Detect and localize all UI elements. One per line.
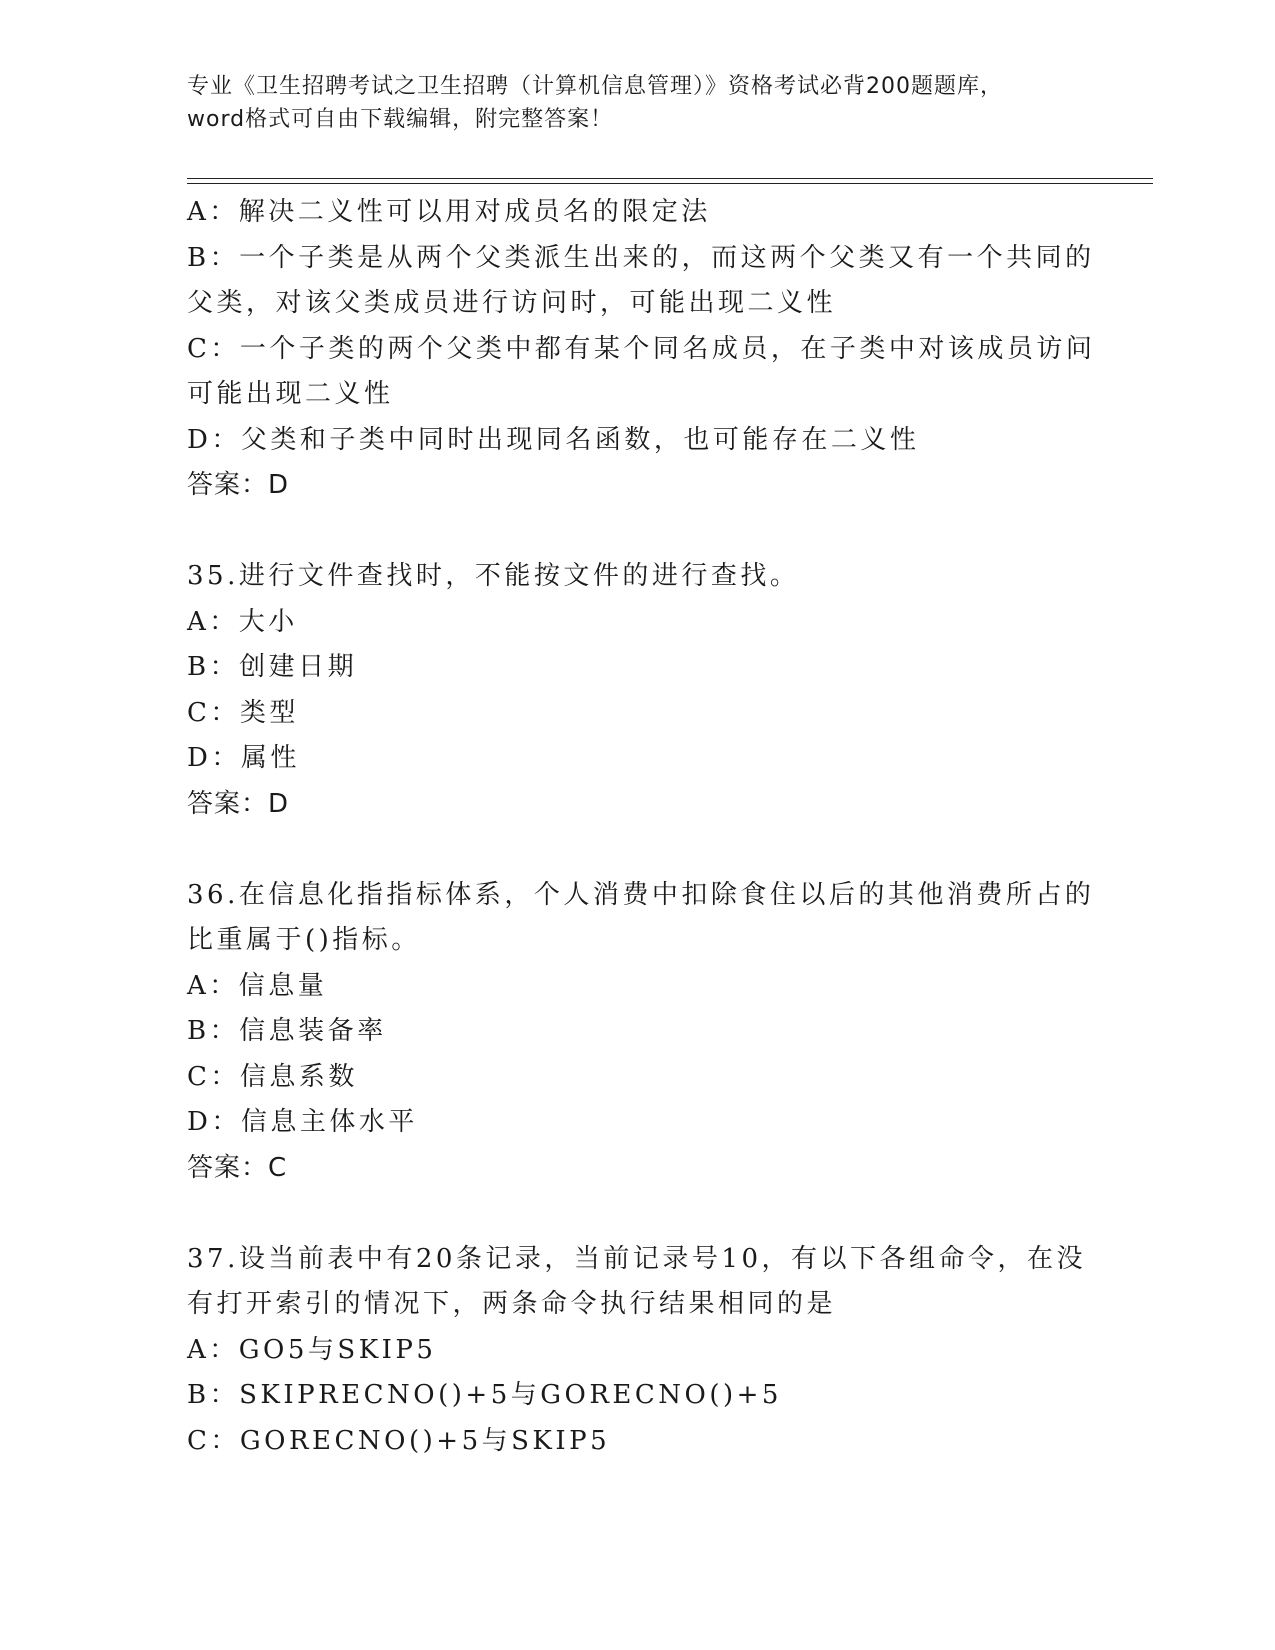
option-line: A：解决二义性可以用对成员名的限定法 [187, 197, 711, 227]
question-stem: 有打开索引的情况下，两条命令执行结果相同的是 [187, 1289, 837, 1319]
header-line-2: word格式可自由下载编辑，附完整答案！ [187, 107, 614, 132]
question-37 [187, 1237, 1087, 1465]
option-d: D：信息主体水平 [187, 1107, 418, 1137]
header-line-1: 专业《卫生招聘考试之卫生招聘（计算机信息管理）》资格考试必背200题题库， [187, 74, 1003, 99]
header-rule-bottom [187, 183, 1153, 184]
option-c: C：信息系数 [187, 1061, 358, 1092]
option-line: D：父类和子类中同时出现同名函数，也可能存在二义性 [187, 424, 920, 455]
option-b: B：SKIPRECNO()+5与GORECNO()+5 [187, 1380, 782, 1410]
spacer [187, 1191, 1087, 1237]
option-c: C：GORECNO()+5与SKIP5 [187, 1425, 611, 1456]
question-stem: 36.在信息化指指标体系，个人消费中扣除食住以后的其他消费所占的 [187, 879, 1095, 910]
question-35 [187, 554, 1087, 827]
question-stem: 37.设当前表中有20条记录，当前记录号10，有以下各组命令，在没 [187, 1243, 1087, 1274]
question-36 [187, 873, 1095, 1192]
answer-line: 答案：D [187, 470, 290, 500]
option-a: A：GO5与SKIP5 [187, 1334, 437, 1365]
option-line: B：一个子类是从两个父类派生出来的，而这两个父类又有一个共同的 [187, 242, 1095, 273]
option-d: D：属性 [187, 743, 300, 773]
option-line: 可能出现二义性 [187, 379, 394, 409]
option-c: C：类型 [187, 697, 299, 728]
spacer [187, 509, 1087, 555]
option-a: A：大小 [187, 606, 298, 637]
question-content [187, 190, 1096, 1464]
question-stem: 比重属于()指标。 [187, 925, 421, 955]
spacer [187, 827, 1087, 873]
question-34-continuation [187, 190, 1096, 509]
option-line: C：一个子类的两个父类中都有某个同名成员，在子类中对该成员访问 [187, 333, 1096, 364]
document-header [187, 70, 1087, 136]
option-b: B：创建日期 [187, 652, 358, 682]
answer-line: 答案：D [187, 788, 290, 819]
answer-line: 答案：C [187, 1152, 288, 1183]
option-a: A：信息量 [187, 970, 328, 1001]
option-line: 父类，对该父类成员进行访问时，可能出现二义性 [187, 288, 837, 318]
question-stem: 35.进行文件查找时，不能按文件的进行查找。 [187, 561, 800, 591]
option-b: B：信息装备率 [187, 1016, 387, 1046]
header-rule-top [187, 178, 1153, 179]
